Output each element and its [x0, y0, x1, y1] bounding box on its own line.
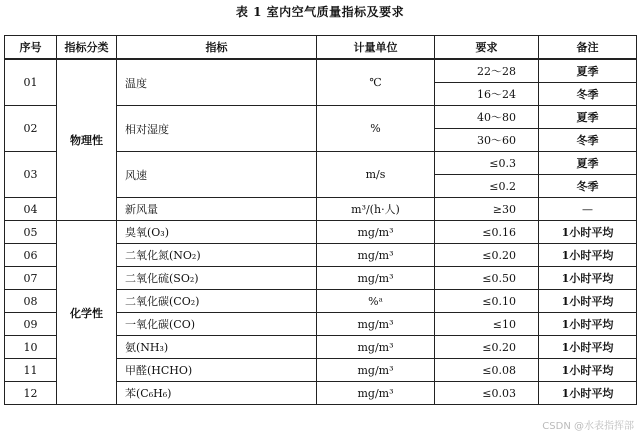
- table-header-row: [5, 36, 637, 60]
- note: 冬季: [539, 83, 637, 106]
- unit: m/s: [317, 152, 435, 198]
- unit: mg/m³: [317, 336, 435, 359]
- requirement: 40～80: [435, 106, 539, 129]
- requirement: ≤0.2: [435, 175, 539, 198]
- requirement: ≤0.20: [435, 336, 539, 359]
- table-row: [5, 221, 637, 244]
- air-quality-table: [4, 35, 637, 405]
- indicator-name: 相对湿度: [117, 106, 317, 152]
- header-no: 序号: [5, 36, 57, 60]
- unit: mg/m³: [317, 221, 435, 244]
- unit: mg/m³: [317, 359, 435, 382]
- indicator-name: 二氧化碳(CO₂): [117, 290, 317, 313]
- requirement: ≤0.03: [435, 382, 539, 405]
- indicator-name: 温度: [117, 59, 317, 106]
- requirement: ≤10: [435, 313, 539, 336]
- header-requirement: 要求: [435, 36, 539, 60]
- category-physical: 物理性: [57, 59, 117, 221]
- unit: mg/m³: [317, 267, 435, 290]
- indicator-name: 苯(C₆H₆): [117, 382, 317, 405]
- indicator-name: 一氧化碳(CO): [117, 313, 317, 336]
- note: 1小时平均: [539, 313, 637, 336]
- unit: %ᵃ: [317, 290, 435, 313]
- requirement: ≤0.08: [435, 359, 539, 382]
- indicator-name: 臭氧(O₃): [117, 221, 317, 244]
- requirement: 30～60: [435, 129, 539, 152]
- indicator-name: 风速: [117, 152, 317, 198]
- unit: mg/m³: [317, 313, 435, 336]
- indicator-name: 二氧化硫(SO₂): [117, 267, 317, 290]
- note: 夏季: [539, 152, 637, 175]
- note: 1小时平均: [539, 290, 637, 313]
- table-row: [5, 59, 637, 83]
- row-number: 11: [5, 359, 57, 382]
- indicator-name: 甲醛(HCHO): [117, 359, 317, 382]
- category-chemical: 化学性: [57, 221, 117, 405]
- note: 1小时平均: [539, 221, 637, 244]
- unit: mg/m³: [317, 244, 435, 267]
- requirement: ≤0.10: [435, 290, 539, 313]
- requirement: ≤0.20: [435, 244, 539, 267]
- row-number: 06: [5, 244, 57, 267]
- unit: ℃: [317, 59, 435, 106]
- indicator-name: 新风量: [117, 198, 317, 221]
- indicator-name: 氨(NH₃): [117, 336, 317, 359]
- row-number: 03: [5, 152, 57, 198]
- row-number: 10: [5, 336, 57, 359]
- table-title: 表 1 室内空气质量指标及要求: [235, 5, 405, 19]
- requirement: ≥30: [435, 198, 539, 221]
- header-indicator: 指标: [117, 36, 317, 60]
- requirement: ≤0.3: [435, 152, 539, 175]
- note: 夏季: [539, 106, 637, 129]
- requirement: ≤0.50: [435, 267, 539, 290]
- row-number: 08: [5, 290, 57, 313]
- note: —: [539, 198, 637, 221]
- row-number: 07: [5, 267, 57, 290]
- note: 1小时平均: [539, 359, 637, 382]
- unit: %: [317, 106, 435, 152]
- note: 1小时平均: [539, 244, 637, 267]
- note: 1小时平均: [539, 336, 637, 359]
- row-number: 05: [5, 221, 57, 244]
- note: 1小时平均: [539, 267, 637, 290]
- row-number: 01: [5, 59, 57, 106]
- header-note: 备注: [539, 36, 637, 60]
- indicator-name: 二氧化氮(NO₂): [117, 244, 317, 267]
- header-category: 指标分类: [57, 36, 117, 60]
- row-number: 04: [5, 198, 57, 221]
- watermark: CSDN @水表指挥部: [542, 417, 634, 432]
- unit: m³/(h·人): [317, 198, 435, 221]
- note: 夏季: [539, 59, 637, 83]
- header-unit: 计量单位: [317, 36, 435, 60]
- note: 冬季: [539, 129, 637, 152]
- requirement: ≤0.16: [435, 221, 539, 244]
- note: 1小时平均: [539, 382, 637, 405]
- row-number: 12: [5, 382, 57, 405]
- row-number: 02: [5, 106, 57, 152]
- note: 冬季: [539, 175, 637, 198]
- unit: mg/m³: [317, 382, 435, 405]
- requirement: 16～24: [435, 83, 539, 106]
- requirement: 22～28: [435, 59, 539, 83]
- row-number: 09: [5, 313, 57, 336]
